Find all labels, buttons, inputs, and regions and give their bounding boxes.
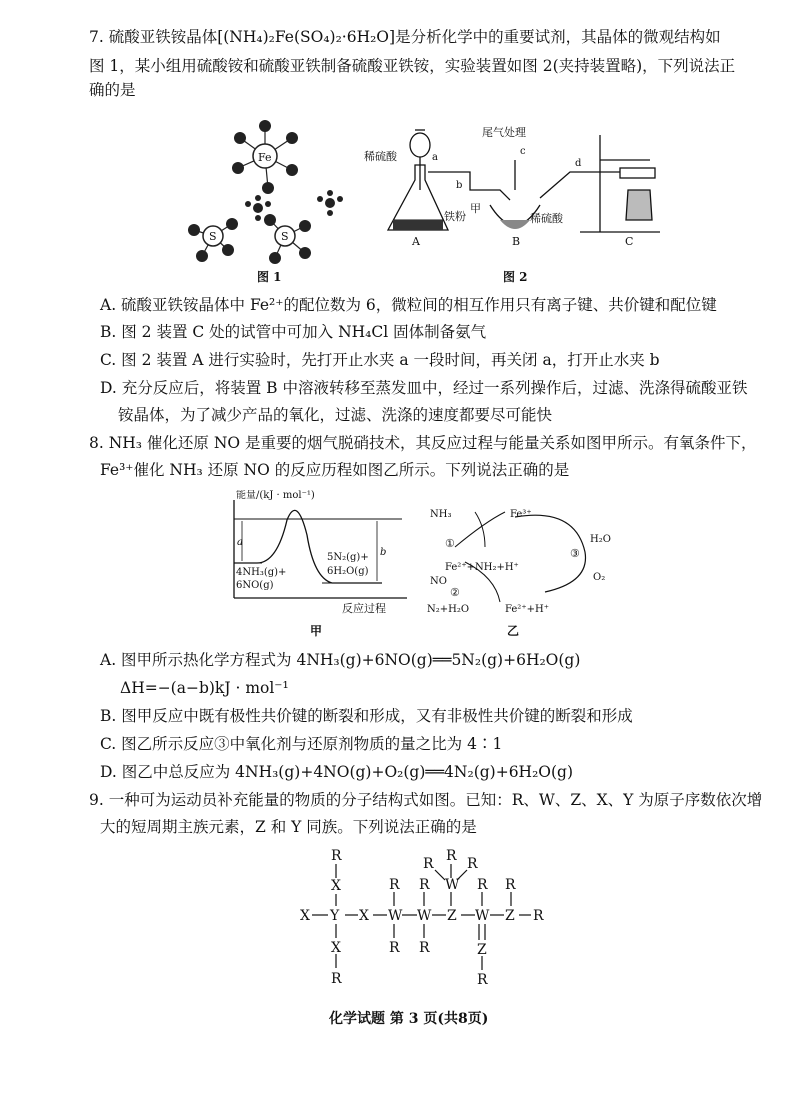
q8-option-d: D. 图乙中总反应为 4NH₃(g)+4NO(g)+O₂(g)══4N₂(g)+6H₂O(g) xyxy=(100,763,574,781)
fe-atom-label: Fe xyxy=(258,151,272,164)
cycle-h2o-label: H₂O xyxy=(590,534,611,545)
clip-a-label: a xyxy=(432,152,438,163)
atom-w: W xyxy=(445,877,460,893)
product-label-2: 6H₂O(g) xyxy=(327,566,369,577)
q9-stem-line2: 大的短周期主族元素，Z 和 Y 同族。下列说法正确的是 xyxy=(100,818,477,836)
jia-label: 甲 xyxy=(470,202,481,215)
q7-option-a: A. 硫酸亚铁铵晶体中 Fe²⁺的配位数为 6，微粒间的相互作用只有离子键、共价键和配位键 xyxy=(100,296,717,314)
iron-powder-label: 铁粉 xyxy=(444,210,466,223)
atom-x: X xyxy=(359,908,369,924)
atom-r: R xyxy=(477,972,488,988)
cycle-nh3-label: NH₃ xyxy=(430,509,452,520)
apparatus-c-label: C xyxy=(625,235,634,248)
energy-b-label: b xyxy=(380,547,387,558)
clip-c-label: c xyxy=(520,146,526,157)
cycle-no-label: NO xyxy=(430,576,447,587)
atom-r: R xyxy=(423,856,434,872)
q7-stem-line2: 图 1，某小组用硫酸铵和硫酸亚铁制备硫酸亚铁铵，实验装置如图 2(夹持装置略)，下列说法正 xyxy=(89,57,736,75)
atom-r: R xyxy=(477,877,488,893)
apparatus-figure xyxy=(360,120,670,270)
atom-r: R xyxy=(505,877,516,893)
q8-stem-line2: Fe³⁺催化 NH₃ 还原 NO 的反应历程如图乙所示。下列说法正确的是 xyxy=(100,461,570,479)
step-1-label: ① xyxy=(445,537,455,550)
tail-gas-label: 尾气处理 xyxy=(482,126,526,139)
reaction-axis-label: 反应过程 xyxy=(342,602,386,615)
step-3-label: ③ xyxy=(570,547,580,560)
clip-b-label: b xyxy=(456,180,463,191)
cycle-o2-label: O₂ xyxy=(593,572,606,583)
q7-option-d-line2: 铵晶体，为了减少产品的氧化，过滤、洗涤的速度都要尽可能快 xyxy=(118,406,553,424)
sulfate-unit-1 xyxy=(188,218,238,262)
sulfur-atom-label: S xyxy=(281,230,289,243)
q7-option-c: C. 图 2 装置 A 进行实验时，先打开止水夹 a 一段时间，再关闭 a，打开止水夹 b xyxy=(100,351,660,369)
crystal-structure-figure xyxy=(180,108,360,288)
sulfate-unit-2 xyxy=(264,214,311,264)
figure-2-caption: 图 2 xyxy=(503,270,528,284)
atom-z: Z xyxy=(505,908,515,924)
q7-stem-line3: 确的是 xyxy=(89,81,136,99)
atom-w: W xyxy=(417,908,432,924)
molecular-structure xyxy=(295,840,555,995)
atom-r: R xyxy=(446,848,457,864)
atom-w: W xyxy=(475,908,490,924)
cycle-fe3-label: Fe³⁺ xyxy=(510,509,532,520)
atom-x: X xyxy=(331,940,341,956)
q8-option-b: B. 图甲反应中既有极性共价键的断裂和形成，又有非极性共价键的断裂和形成 xyxy=(100,707,633,725)
figure-1-caption: 图 1 xyxy=(257,270,282,284)
figure-jia-caption: 甲 xyxy=(310,624,323,638)
flask-a xyxy=(388,130,448,230)
acid-right-label: 稀硫酸 xyxy=(530,212,563,225)
atom-z: Z xyxy=(447,908,457,924)
q8-option-a-line2: ΔH=−(a−b)kJ · mol⁻¹ xyxy=(120,679,289,697)
product-label-1: 5N₂(g)+ xyxy=(327,552,369,563)
ammonium-unit-2 xyxy=(317,190,343,216)
atom-r: R xyxy=(389,877,400,893)
reactant-label-1: 4NH₃(g)+ xyxy=(236,567,287,578)
apparatus-c xyxy=(580,135,660,232)
atom-y: Y xyxy=(330,908,340,924)
q8-stem-line1: 8. NH₃ 催化还原 NO 是重要的烟气脱硝技术，其反应过程与能量关系如图甲所示。有氧条件下， xyxy=(89,434,757,452)
clip-d-label: d xyxy=(575,158,582,169)
apparatus-b-label: B xyxy=(512,235,521,248)
q7-option-b: B. 图 2 装置 C 处的试管中可加入 NH₄Cl 固体制备氨气 xyxy=(100,323,487,341)
atom-x: X xyxy=(331,878,341,894)
acid-left-label: 稀硫酸 xyxy=(364,150,397,163)
sulfur-atom-label: S xyxy=(209,230,217,243)
energy-axis-label: 能量/(kJ · mol⁻¹) xyxy=(236,490,315,501)
atom-r: R xyxy=(419,940,430,956)
atom-z: Z xyxy=(477,942,487,958)
fe-complex xyxy=(232,120,298,194)
cycle-intermediate-label: Fe²⁺+NH₂+H⁺ xyxy=(445,562,519,573)
cycle-fe2-h-label: Fe²⁺+H⁺ xyxy=(505,604,549,615)
energy-a-label: a xyxy=(237,537,243,548)
atom-r: R xyxy=(533,908,544,924)
q9-stem-line1: 9. 一种可为运动员补充能量的物质的分子结构式如图。已知：R、W、Z、X、Y 为原子序数依次增 xyxy=(89,791,763,809)
q8-option-a-line1: A. 图甲所示热化学方程式为 4NH₃(g)+6NO(g)══5N₂(g)+6H₂O(g) xyxy=(100,651,581,669)
q7-option-d-line1: D. 充分反应后，将装置 B 中溶液转移至蒸发皿中，经过一系列操作后，过滤、洗涤得硫酸亚铁 xyxy=(100,379,748,397)
atom-r: R xyxy=(389,940,400,956)
reactant-label-2: 6NO(g) xyxy=(236,580,274,591)
atom-r: R xyxy=(331,848,342,864)
cycle-n2-h2o-label: N₂+H₂O xyxy=(427,604,470,615)
q8-option-c: C. 图乙所示反应③中氧化剂与还原剂物质的量之比为 4∶1 xyxy=(100,735,503,753)
apparatus-a-label: A xyxy=(412,235,420,248)
step-2-label: ② xyxy=(450,586,460,599)
page-footer: 化学试题 第 3 页(共8页) xyxy=(329,1011,489,1027)
atom-r: R xyxy=(419,877,430,893)
atom-w: W xyxy=(388,908,403,924)
energy-diagram xyxy=(222,490,412,620)
atom-r: R xyxy=(467,856,478,872)
atom-r: R xyxy=(331,971,342,987)
catalytic-cycle-diagram xyxy=(425,492,625,622)
q7-stem-line1: 7. 硫酸亚铁铵晶体[(NH₄)₂Fe(SO₄)₂·6H₂O]是分析化学中的重要试剂，其晶体的微观结构如 xyxy=(89,28,721,46)
atom-x: X xyxy=(300,908,310,924)
figure-yi-caption: 乙 xyxy=(507,624,520,638)
